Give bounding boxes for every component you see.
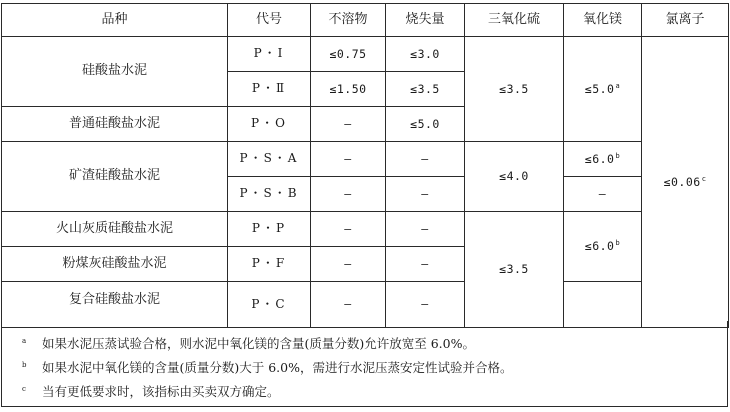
footnote-marker: b <box>615 151 621 160</box>
variety-cell: 粉煤灰硅酸盐水泥 <box>2 247 228 282</box>
insoluble-cell: ≤0.75 <box>311 37 386 72</box>
footnote-marker: a <box>22 336 27 345</box>
mgo-cell <box>564 142 642 177</box>
mgo-value: ≤5.0 <box>584 81 615 96</box>
footnote-marker: c <box>22 384 26 393</box>
header-sulfur-trioxide: 三氧化硫 <box>465 4 564 37</box>
chloride-cell <box>642 37 729 328</box>
insoluble-cell: — <box>311 177 386 212</box>
loss-cell: — <box>386 142 465 177</box>
loss-cell: — <box>386 282 465 328</box>
code-cell: P・Ⅰ <box>228 37 311 72</box>
table-row <box>2 37 729 72</box>
variety-cell: 火山灰质硅酸盐水泥 <box>2 212 228 247</box>
variety-cell: 普通硅酸盐水泥 <box>2 107 228 142</box>
footnote-marker: b <box>22 360 27 369</box>
mgo-cell <box>564 212 642 282</box>
table-row <box>2 212 729 247</box>
footnote-marker: b <box>615 239 621 248</box>
mgo-value: ≤6.0 <box>584 239 615 254</box>
loss-cell: ≤3.5 <box>386 72 465 107</box>
chemical-index-table <box>1 3 729 328</box>
footnote-marker: a <box>615 81 621 90</box>
mgo-cell: — <box>564 177 642 212</box>
footnote <box>22 334 475 352</box>
footnote-text: 当有更低要求时，该指标由买卖双方确定。 <box>42 384 280 399</box>
header-chloride-ion: 氯离子 <box>642 4 729 37</box>
loss-cell: — <box>386 177 465 212</box>
footnote <box>22 382 280 400</box>
code-cell: P・O <box>228 107 311 142</box>
variety-cell: 硅酸盐水泥 <box>2 37 228 107</box>
table-footnotes <box>1 321 728 407</box>
insoluble-cell: — <box>311 142 386 177</box>
chloride-value: ≤0.06 <box>663 174 701 189</box>
insoluble-cell: — <box>311 212 386 247</box>
mgo-value: ≤6.0 <box>584 151 615 166</box>
so3-cell: ≤4.0 <box>465 142 564 212</box>
footnote-text: 如果水泥中氧化镁的含量(质量分数)大于 6.0%，需进行水泥压蒸安定性试验并合格。 <box>42 360 513 375</box>
footnote-marker: c <box>701 174 707 183</box>
header-insoluble: 不溶物 <box>311 4 386 37</box>
code-cell: P・S・A <box>228 142 311 177</box>
table-row <box>2 142 729 177</box>
insoluble-cell: ≤1.50 <box>311 72 386 107</box>
loss-cell: — <box>386 212 465 247</box>
so3-cell: ≤3.5 <box>465 37 564 142</box>
header-code: 代号 <box>228 4 311 37</box>
code-cell: P・S・B <box>228 177 311 212</box>
footnote-text: 如果水泥压蒸试验合格，则水泥中氧化镁的含量(质量分数)允许放宽至 6.0%。 <box>42 336 475 351</box>
insoluble-cell: — <box>311 282 386 328</box>
code-cell: P・P <box>228 212 311 247</box>
code-cell: P・F <box>228 247 311 282</box>
header-row <box>2 4 729 37</box>
so3-cell: ≤3.5 <box>465 212 564 328</box>
loss-cell: — <box>386 247 465 282</box>
loss-cell: ≤3.0 <box>386 37 465 72</box>
code-cell: P・C <box>228 282 311 328</box>
insoluble-cell: — <box>311 247 386 282</box>
header-magnesium-oxide: 氧化镁 <box>564 4 642 37</box>
variety-cell: 复合硅酸盐水泥 <box>2 282 228 328</box>
header-loss-on-ignition: 烧失量 <box>386 4 465 37</box>
variety-cell: 矿渣硅酸盐水泥 <box>2 142 228 212</box>
code-cell: P・Ⅱ <box>228 72 311 107</box>
header-variety: 品种 <box>2 4 228 37</box>
footnote <box>22 358 513 376</box>
insoluble-cell: — <box>311 107 386 142</box>
mgo-cell <box>564 37 642 142</box>
loss-cell: ≤5.0 <box>386 107 465 142</box>
